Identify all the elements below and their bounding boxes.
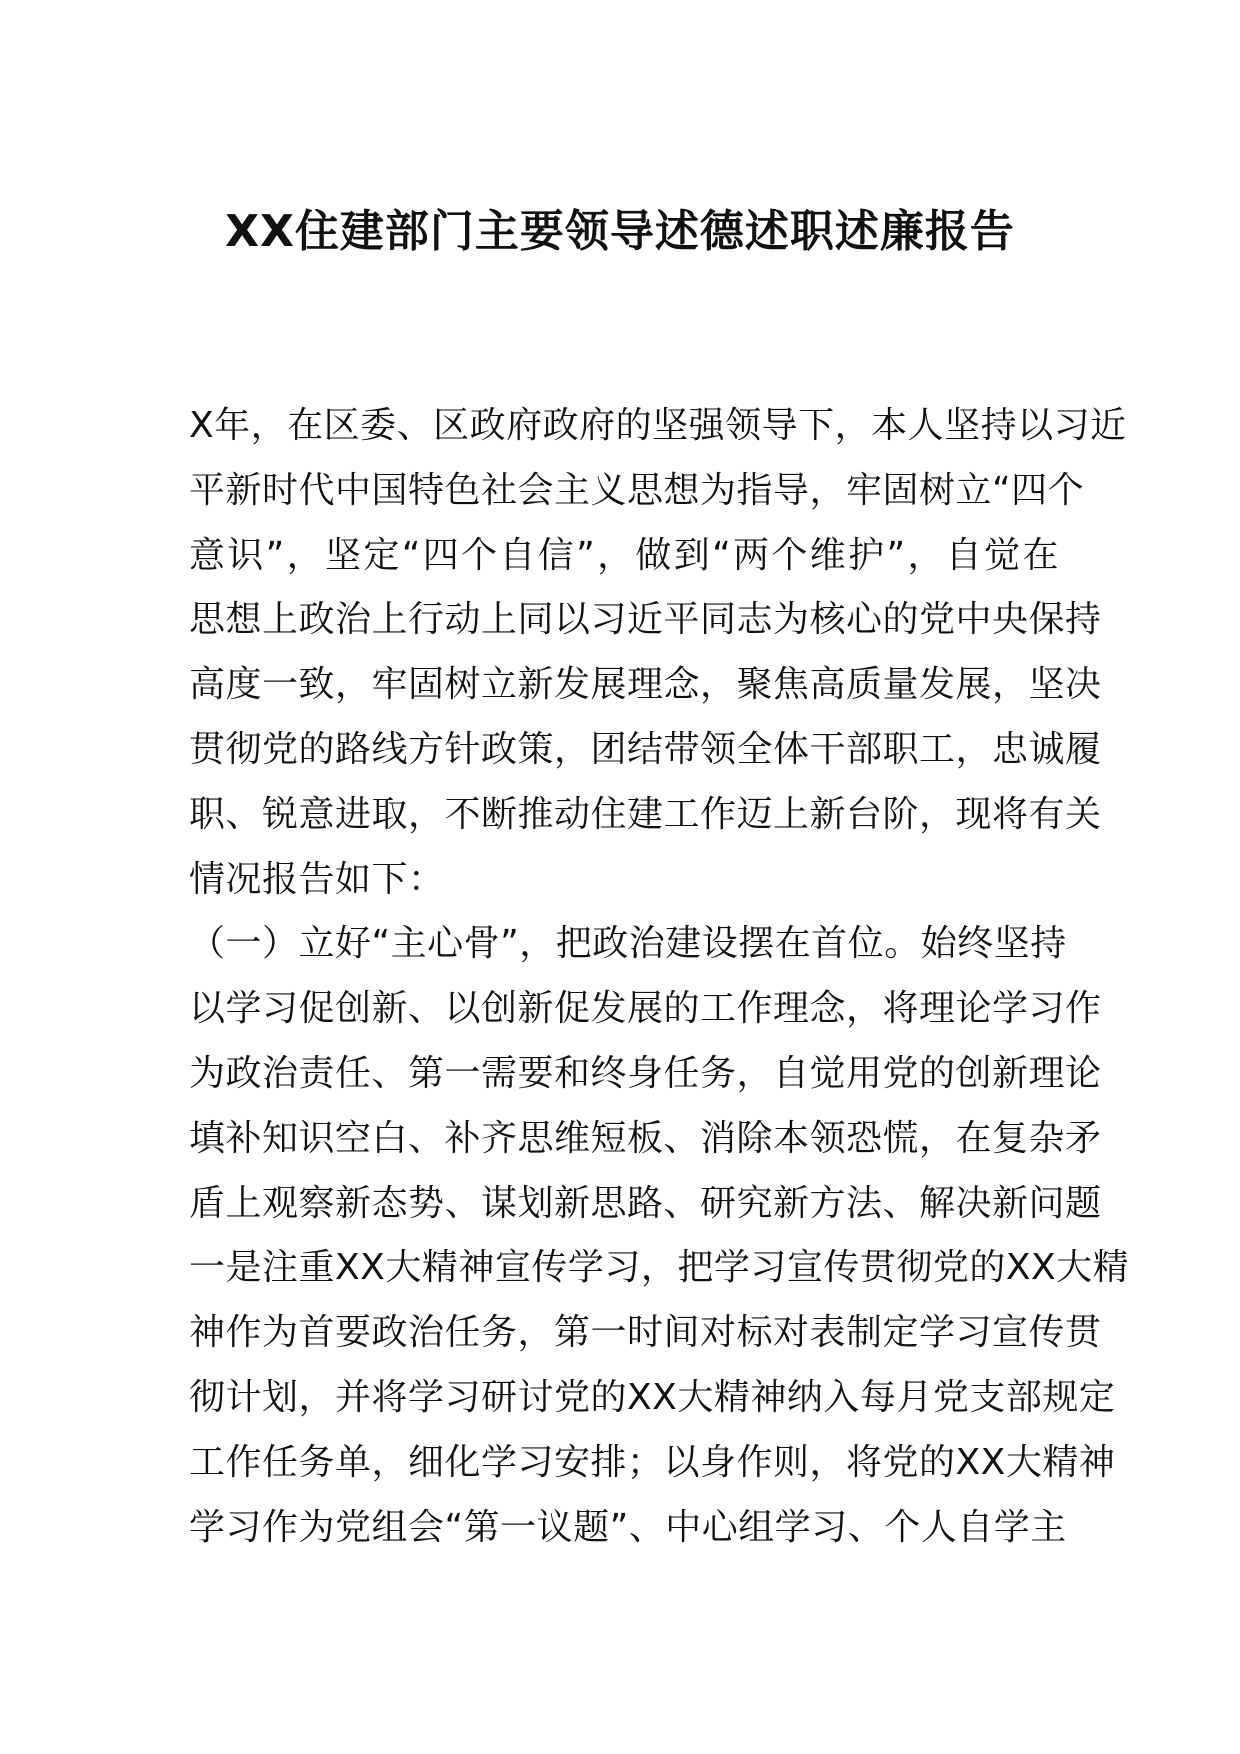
body-line: 彻计划，并将学习研讨党的XX大精神纳入每月党支部规定 <box>189 1376 1116 1418</box>
body-line: 思想上政治上行动上同以习近平同志为核心的党中央保持 <box>189 599 1102 641</box>
body-line: 情况报告如下： <box>189 858 445 900</box>
body-line: 盾上观察新态势、谋划新思路、研究新方法、解决新问题 <box>189 1182 1102 1224</box>
body-line: 为政治责任、第一需要和终身任务，自觉用党的创新理论 <box>189 1052 1102 1094</box>
body-line: 一是注重XX大精神宣传学习，把学习宣传贯彻党的XX大精 <box>189 1247 1130 1289</box>
body-line: 意识”，坚定“四个自信”，做到“两个维护”，自觉在 <box>189 534 1059 576</box>
body-line: （一）立好“主心骨”，把政治建设摆在首位。始终坚持 <box>189 923 1067 965</box>
body-line: 职、锐意进取，不断推动住建工作迈上新台阶，现将有关 <box>189 793 1102 835</box>
body-line: 平新时代中国特色社会主义思想为指导，牢固树立“四个 <box>189 469 1085 511</box>
document-body <box>189 394 1130 1560</box>
body-line: 高度一致，牢固树立新发展理念，聚焦高质量发展，坚决 <box>189 664 1102 706</box>
body-line: 学习作为党组会“第一议题”、中心组学习、个人自学主 <box>189 1506 1067 1548</box>
document-title: XX住建部门主要领导述德述职述廉报告 <box>225 206 1015 257</box>
body-line: 贯彻党的路线方针政策，团结带领全体干部职工，忠诚履 <box>189 728 1102 770</box>
body-line: 神作为首要政治任务，第一时间对标对表制定学习宣传贯 <box>189 1312 1102 1354</box>
body-line: 以学习促创新、以创新促发展的工作理念，将理论学习作 <box>189 988 1102 1030</box>
body-line: X年，在区委、区政府政府的坚强领导下，本人坚持以习近 <box>189 405 1127 446</box>
body-line: 工作任务单，细化学习安排；以身作则，将党的XX大精神 <box>189 1441 1116 1483</box>
body-line: 填补知识空白、补齐思维短板、消除本领恐慌，在复杂矛 <box>189 1117 1102 1159</box>
